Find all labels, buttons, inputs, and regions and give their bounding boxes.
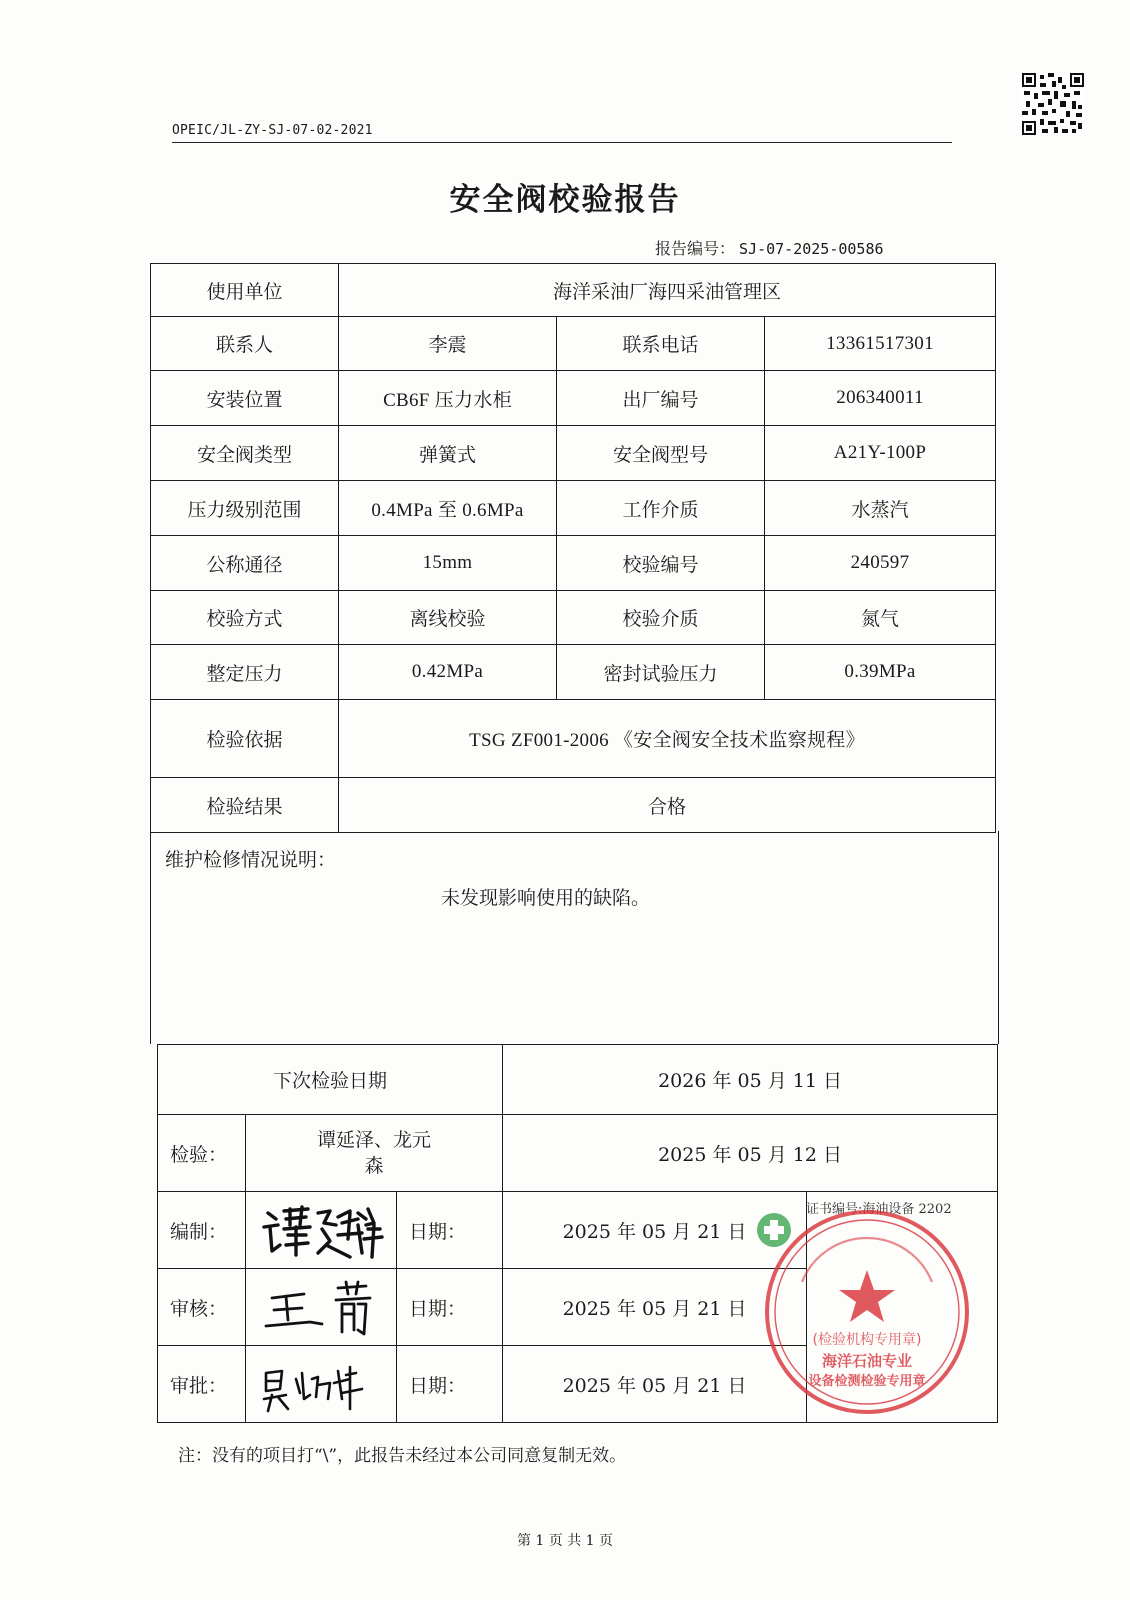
basis-value: TSG ZF001-2006 《安全阀安全技术监察规程》 xyxy=(339,700,996,778)
table-row xyxy=(151,778,996,833)
valve-type-label: 安全阀类型 xyxy=(151,426,339,481)
certificate-number: 证书编号:海油设备 2202 xyxy=(806,1202,952,1217)
maintenance-title: 维护检修情况说明： xyxy=(165,849,337,871)
table-row xyxy=(151,264,996,317)
location-value: CB6F 压力水柜 xyxy=(339,371,557,426)
pressure-range-value: 0.4MPa 至 0.6MPa xyxy=(339,481,557,536)
review-label: 审核： xyxy=(158,1269,246,1346)
set-pressure-value: 0.42MPa xyxy=(339,645,557,700)
location-label: 安装位置 xyxy=(151,371,339,426)
table-row xyxy=(151,700,996,778)
factory-no-label: 出厂编号 xyxy=(557,371,765,426)
table-row xyxy=(158,1045,998,1115)
table-row xyxy=(151,536,996,591)
next-date-label: 下次检验日期 xyxy=(158,1045,503,1115)
set-pressure-label: 整定压力 xyxy=(151,645,339,700)
phone-value: 13361517301 xyxy=(765,317,996,371)
table-row xyxy=(158,1115,998,1192)
approve-label: 审批： xyxy=(158,1346,246,1423)
factory-no-value: 206340011 xyxy=(765,371,996,426)
table-row xyxy=(151,317,996,371)
valve-model-label: 安全阀型号 xyxy=(557,426,765,481)
handwritten-signature-1 xyxy=(246,1195,397,1265)
report-number-value: SJ-07-2025-00586 xyxy=(739,240,884,258)
page-number: 第 1 页 共 1 页 xyxy=(516,1533,614,1549)
prepare-signature xyxy=(246,1192,397,1269)
prepare-date: 2025 年 05 月 21 日 xyxy=(503,1192,807,1269)
medium-value: 水蒸汽 xyxy=(765,481,996,536)
table-row xyxy=(151,426,996,481)
official-seal-stamp xyxy=(752,1190,982,1420)
pressure-range-label: 压力级别范围 xyxy=(151,481,339,536)
footnote: 注：没有的项目打“\”，此报告未经过本公司同意复制无效。 xyxy=(178,1446,627,1466)
report-number xyxy=(655,236,884,259)
seal-pressure-value: 0.39MPa xyxy=(765,645,996,700)
phone-label: 联系电话 xyxy=(557,317,765,371)
result-value: 合格 xyxy=(339,778,996,833)
result-label: 检验结果 xyxy=(151,778,339,833)
calib-no-value: 240597 xyxy=(765,536,996,591)
valve-model-value: A21Y-100P xyxy=(765,426,996,481)
diameter-value: 15mm xyxy=(339,536,557,591)
unit-label: 使用单位 xyxy=(151,264,339,317)
approve-date-label: 日期： xyxy=(397,1346,503,1423)
page-title: 安全阀校验报告 xyxy=(449,182,681,218)
prepare-label: 编制： xyxy=(158,1192,246,1269)
inspect-label: 检验： xyxy=(158,1115,246,1192)
info-table xyxy=(150,263,996,833)
handwritten-signature-3 xyxy=(246,1349,397,1419)
seal-pressure-label: 密封试验压力 xyxy=(557,645,765,700)
diameter-label: 公称通径 xyxy=(151,536,339,591)
approve-date: 2025 年 05 月 21 日 xyxy=(503,1346,807,1423)
table-row xyxy=(151,591,996,645)
contact-value: 李震 xyxy=(339,317,557,371)
table-row xyxy=(151,371,996,426)
next-date-value: 2026 年 05 月 11 日 xyxy=(503,1045,998,1115)
qr-code xyxy=(1022,73,1084,135)
seal-line-2: 设备检测检验专用章 xyxy=(808,1374,926,1389)
unit-value: 海洋采油厂海四采油管理区 xyxy=(339,264,996,317)
approve-signature xyxy=(246,1346,397,1423)
inspectors xyxy=(246,1115,503,1192)
prepare-date-label: 日期： xyxy=(397,1192,503,1269)
medium-label: 工作介质 xyxy=(557,481,765,536)
method-label: 校验方式 xyxy=(151,591,339,645)
header-rule xyxy=(172,142,952,143)
review-date-label: 日期： xyxy=(397,1269,503,1346)
form-code: OPEIC/JL-ZY-SJ-07-02-2021 xyxy=(172,123,373,138)
calib-no-label: 校验编号 xyxy=(557,536,765,591)
calib-medium-value: 氮气 xyxy=(765,591,996,645)
inspectors-names: 谭延泽、龙元森 xyxy=(317,1129,432,1177)
report-number-label: 报告编号： xyxy=(655,239,736,258)
maintenance-body: 未发现影响使用的缺陷。 xyxy=(441,887,651,909)
review-date: 2025 年 05 月 21 日 xyxy=(503,1269,807,1346)
seal-center-text: (检验机构专用章) xyxy=(812,1332,922,1348)
contact-label: 联系人 xyxy=(151,317,339,371)
handwritten-signature-2 xyxy=(246,1272,397,1342)
maintenance-section xyxy=(150,831,999,1044)
table-row xyxy=(151,481,996,536)
review-signature xyxy=(246,1269,397,1346)
basis-label: 检验依据 xyxy=(151,700,339,778)
calib-medium-label: 校验介质 xyxy=(557,591,765,645)
valve-type-value: 弹簧式 xyxy=(339,426,557,481)
seal-line-1: 海洋石油专业 xyxy=(821,1352,913,1370)
method-value: 离线校验 xyxy=(339,591,557,645)
inspect-date: 2025 年 05 月 12 日 xyxy=(503,1115,998,1192)
table-row xyxy=(151,645,996,700)
green-cross-logo xyxy=(757,1213,791,1247)
